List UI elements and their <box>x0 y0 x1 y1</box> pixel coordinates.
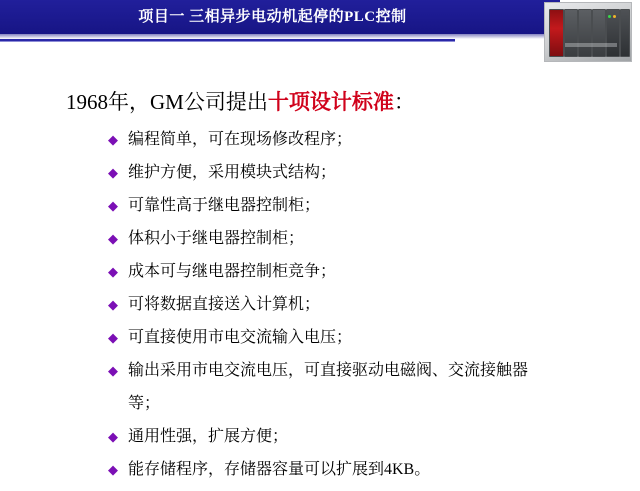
diamond-bullet-icon: ◆ <box>108 297 118 312</box>
diamond-bullet-icon: ◆ <box>108 363 118 378</box>
plc-status-led-error <box>613 15 616 18</box>
plc-label-strip <box>565 43 617 47</box>
slide-header <box>0 0 640 62</box>
list-item-label: 可靠性高于继电器控制柜； <box>128 197 321 214</box>
list-item <box>108 458 624 482</box>
list-item-label: 编程简单，可在现场修改程序； <box>128 131 353 148</box>
slide-content <box>0 62 640 478</box>
plc-status-led-run <box>608 15 611 18</box>
plc-power-module <box>549 9 564 57</box>
diamond-bullet-icon: ◆ <box>108 330 118 345</box>
lead-suffix: ： <box>393 90 415 114</box>
plc-io-module-2 <box>592 9 606 57</box>
diamond-bullet-icon: ◆ <box>108 231 118 246</box>
list-item-label: 维护方便，采用模块式结构； <box>128 164 337 181</box>
list-item <box>108 293 624 317</box>
list-item <box>108 260 624 284</box>
list-item <box>108 227 624 251</box>
diamond-bullet-icon: ◆ <box>108 165 118 180</box>
list-item-label: 可将数据直接送入计算机； <box>128 296 321 313</box>
lead-sentence <box>66 86 415 116</box>
plc-device-photo <box>544 2 632 62</box>
lead-prefix: 1968年，GM公司提出 <box>66 90 268 114</box>
list-item-label: 体积小于继电器控制柜； <box>128 230 305 247</box>
header-rule-secondary <box>0 41 455 42</box>
diamond-bullet-icon: ◆ <box>108 462 118 477</box>
plc-cpu-module <box>564 9 578 57</box>
list-item-label: 通用性强，扩展方便； <box>128 428 289 445</box>
list-item-continuation: 等； <box>128 395 161 412</box>
list-item-label: 可直接使用市电交流输入电压； <box>128 329 353 346</box>
diamond-bullet-icon: ◆ <box>108 132 118 147</box>
lead-highlight: 十项设计标准 <box>267 90 394 114</box>
list-item <box>108 326 624 350</box>
plc-end-cover <box>620 9 630 57</box>
diamond-bullet-icon: ◆ <box>108 264 118 279</box>
diamond-bullet-icon: ◆ <box>108 198 118 213</box>
page-title: 项目一 三相异步电动机起停的PLC控制 <box>138 9 407 25</box>
list-item <box>108 359 624 383</box>
list-item-label: 能存储程序，存储器容量可以扩展到4KB。 <box>128 461 431 478</box>
list-item <box>108 161 624 185</box>
list-item <box>108 128 624 152</box>
bullet-list <box>108 128 624 491</box>
list-item-label: 输出采用市电交流电压，可直接驱动电磁阀、交流接触器 <box>128 362 529 379</box>
list-item-label: 成本可与继电器控制柜竞争； <box>128 263 337 280</box>
plc-io-module-1 <box>578 9 592 57</box>
diamond-bullet-icon: ◆ <box>108 429 118 444</box>
list-item <box>108 425 624 449</box>
list-item <box>108 194 624 218</box>
